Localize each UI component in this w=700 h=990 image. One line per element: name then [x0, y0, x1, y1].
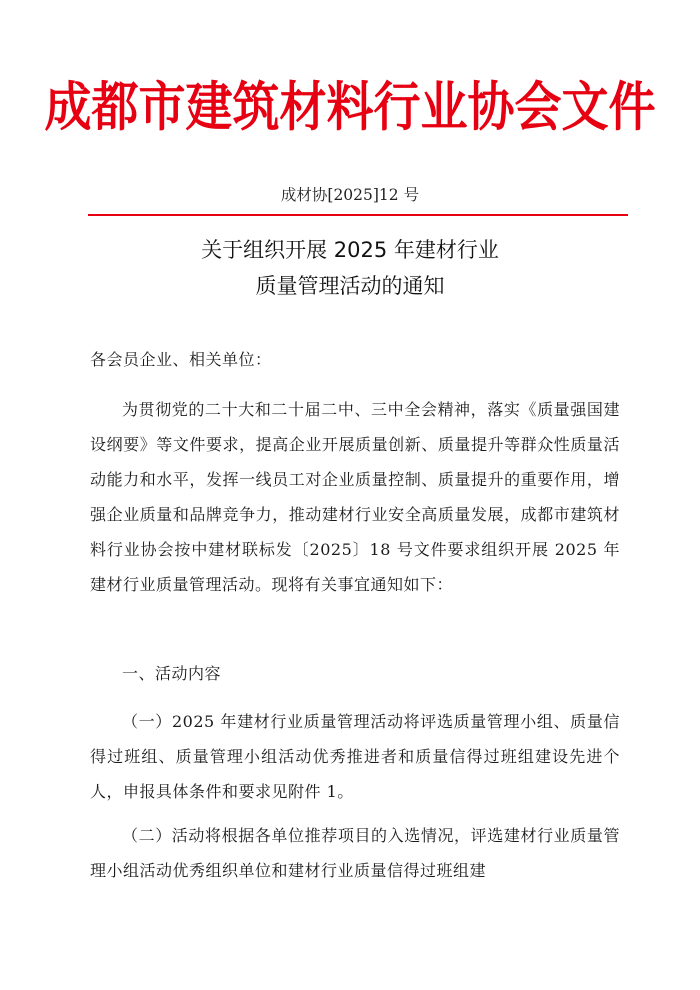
intro-paragraph	[90, 392, 620, 602]
notice-title-line-1: 关于组织开展 2025 年建材行业	[201, 238, 499, 262]
document-header-title: 成都市建筑材料行业协会文件	[44, 76, 656, 139]
document-number: 成材协[2025]12 号	[280, 186, 420, 204]
intro-paragraph-text: 为贯彻党的二十大和二十届二中、三中全会精神，落实《质量强国建设纲要》等文件要求，提高企业开展质量创新、质量提升等群众性质量活动能力和水平，发挥一线员工对企业质量控制、质量提升的重要作用，增强企业质量和品牌竞争力，推动建材行业安全高质量发展，成都市建筑材料行业协会按中建材联标发〔2025〕18 号文件要求组织开展 2025 年建材行业质量管理活动。现将有关事宜通知如下：	[90, 400, 620, 594]
notice-title-line-2: 质量管理活动的通知	[255, 274, 445, 298]
salutation-text: 各会员企业、相关单位：	[90, 350, 272, 369]
header-divider-line	[88, 214, 628, 216]
content-item-1-text: （一）2025 年建材行业质量管理活动将评选质量管理小组、质量信得过班组、质量管理小组活动优秀推进者和质量信得过班组建设先进个人，申报具体条件和要求见附件 1。	[90, 712, 620, 801]
content-item-2	[90, 818, 620, 888]
content-item-2-text: （二）活动将根据各单位推荐项目的入选情况，评选建材行业质量管理小组活动优秀组织单位和建材行业质量信得过班组建	[90, 826, 620, 880]
salutation	[90, 342, 620, 377]
section-heading-text: 一、活动内容	[122, 664, 222, 683]
content-item-1	[90, 704, 620, 809]
section-heading	[90, 656, 620, 691]
notice-title	[0, 232, 700, 304]
